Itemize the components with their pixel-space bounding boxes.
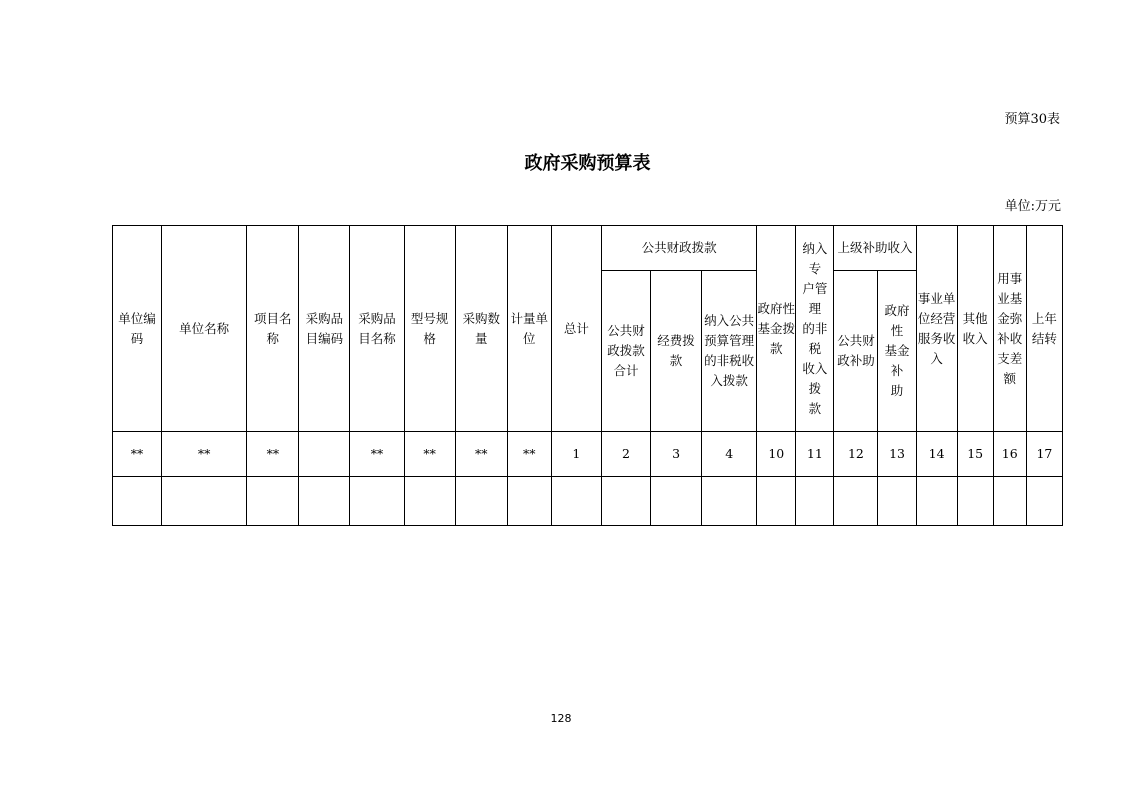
- header-nontax-budget: 纳入公共 预算管理 的非税收 入拨款: [702, 271, 757, 432]
- table-cell: [299, 477, 350, 526]
- table-cell: [162, 477, 247, 526]
- header-superior-subsidy-group: 上级补助收入: [834, 226, 916, 271]
- table-cell: [601, 477, 650, 526]
- header-model-spec: 型号规 格: [404, 226, 455, 432]
- page-number: 128: [550, 712, 572, 725]
- header-business-income: 事业单 位经营 服务收 入: [916, 226, 957, 432]
- table-cell: 4: [702, 432, 757, 477]
- table-cell: [404, 477, 455, 526]
- table-cell: [651, 477, 702, 526]
- table-cell: [757, 477, 796, 526]
- header-quantity: 采购数 量: [455, 226, 507, 432]
- table-cell: [455, 477, 507, 526]
- header-funding-allocation: 经费拨 款: [651, 271, 702, 432]
- table-cell: **: [162, 432, 247, 477]
- procurement-budget-table: [112, 225, 1063, 526]
- header-other-income: 其他 收入: [957, 226, 993, 432]
- header-measure-unit: 计量单 位: [507, 226, 551, 432]
- page-title: 政府采购预算表: [524, 153, 651, 174]
- table-cell: **: [404, 432, 455, 477]
- table-cell: [350, 477, 404, 526]
- table-row: [113, 477, 1063, 526]
- header-unit-code: 单位编码: [113, 226, 162, 432]
- header-public-finance-group: 公共财政拨款: [601, 226, 756, 271]
- table-cell: 16: [993, 432, 1026, 477]
- header-item-code: 采购品 目编码: [299, 226, 350, 432]
- header-gov-fund-subsidy: 政府性 基金补 助: [878, 271, 916, 432]
- table-cell: 13: [878, 432, 916, 477]
- table-cell: [113, 477, 162, 526]
- header-public-finance-total: 公共财 政拨款 合计: [601, 271, 650, 432]
- table-cell: [1026, 477, 1062, 526]
- table-cell: 17: [1026, 432, 1062, 477]
- header-item-name: 采购品 目名称: [350, 226, 404, 432]
- table-cell: **: [113, 432, 162, 477]
- table-cell: 10: [757, 432, 796, 477]
- table-cell: **: [350, 432, 404, 477]
- table-cell: [878, 477, 916, 526]
- table-cell: [507, 477, 551, 526]
- unit-label: 单位:万元: [1004, 199, 1061, 214]
- table-cell: [247, 477, 299, 526]
- table-cell: 2: [601, 432, 650, 477]
- table-cell: 15: [957, 432, 993, 477]
- header-special-account: 纳入专 户管理 的非税 收入拨 款: [796, 226, 834, 432]
- table-cell: **: [247, 432, 299, 477]
- table-row: [113, 432, 1063, 477]
- table-cell: **: [455, 432, 507, 477]
- table-cell: [299, 432, 350, 477]
- table-cell: [796, 477, 834, 526]
- table-cell: **: [507, 432, 551, 477]
- table-cell: [916, 477, 957, 526]
- header-fund-deficit: 用事 业基 金弥 补收 支差 额: [993, 226, 1026, 432]
- header-carryover: 上年 结转: [1026, 226, 1062, 432]
- header-project-name: 项目名 称: [247, 226, 299, 432]
- form-code: 预算30表: [1004, 112, 1060, 127]
- header-public-finance-subsidy: 公共财 政补助: [834, 271, 878, 432]
- header-total: 总计: [551, 226, 601, 432]
- table-cell: [957, 477, 993, 526]
- table-cell: 11: [796, 432, 834, 477]
- table-cell: 12: [834, 432, 878, 477]
- header-gov-fund: 政府性 基金拨 款: [757, 226, 796, 432]
- table-cell: 1: [551, 432, 601, 477]
- table-cell: 14: [916, 432, 957, 477]
- table-cell: [834, 477, 878, 526]
- table-cell: 3: [651, 432, 702, 477]
- table-cell: [702, 477, 757, 526]
- header-unit-name: 单位名称: [162, 226, 247, 432]
- table-cell: [551, 477, 601, 526]
- table-cell: [993, 477, 1026, 526]
